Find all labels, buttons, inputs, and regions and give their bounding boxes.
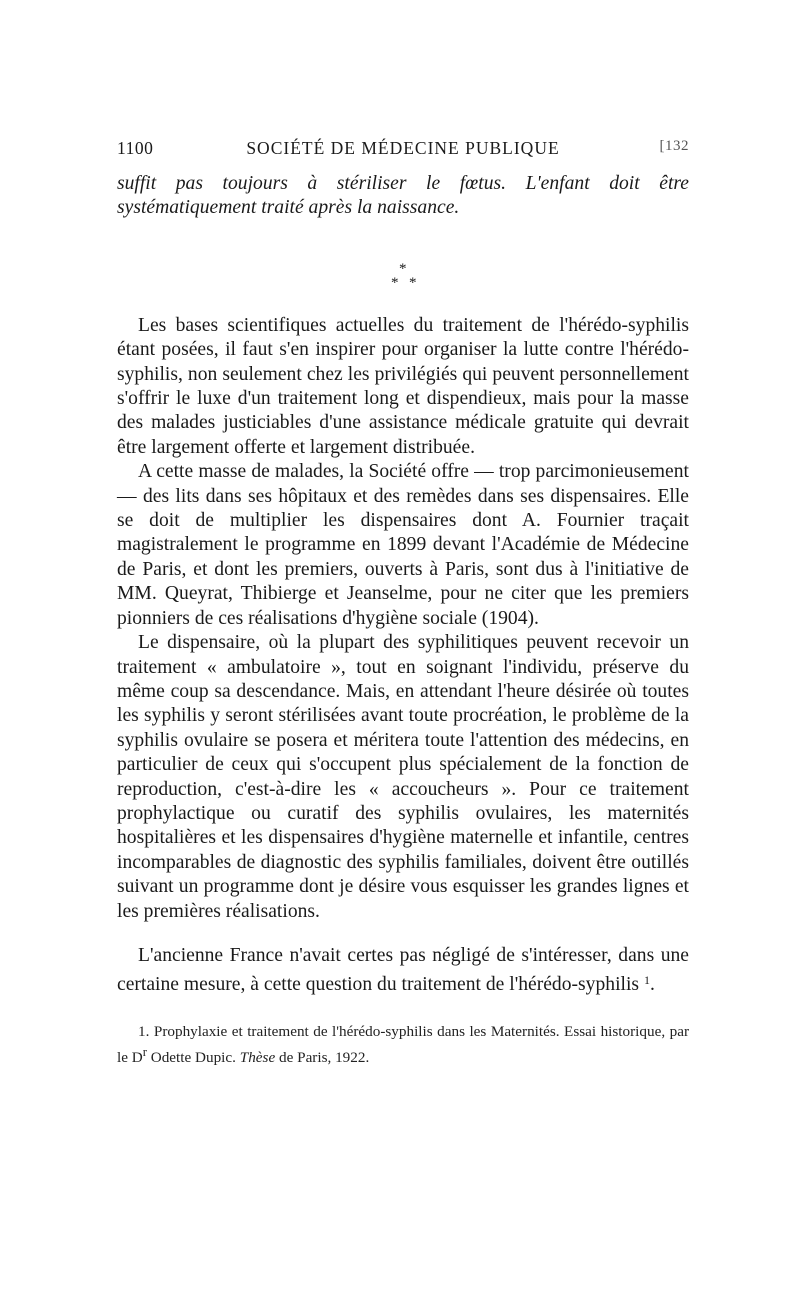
page-number: 1100 xyxy=(117,138,154,158)
footnote-text-2: Odette Dupic. xyxy=(146,1048,240,1066)
footnote-reference: 1 xyxy=(643,973,650,988)
asterism-star-left: * xyxy=(391,274,399,291)
running-title: SOCIÉTÉ DE MÉDECINE PUBLIQUE xyxy=(246,138,560,158)
footnote-thesis-italic: Thèse xyxy=(239,1048,276,1066)
paragraph-3: Le dispensaire, où la plupart des syphilitiques peuvent recevoir un traitement « ambulatoire », tout en soignant l'individu, préserve du même coup sa descendance. Mais, en attendant l'heure désirée où toutes les syphilis y seront stérilisées avant toute procréation, le problème de la syphilis ovulaire se posera et méritera toute l'attention des médecins, en particulier de ceux qui s'occupent plus spécialement de la fonction de reproduction, c'est-à-dire les « accoucheurs ». Pour ce traitement prophylactique ou curatif des syphilis ovulaires, les maternités hospitalières et les dispensaires d'hygiène maternelle et infantile, centres incomparables de diagnostic des syphilis familiales, doivent être outillés suivant un programme dont je désire vous esquisser les grandes lignes et les premières réalisations. xyxy=(117,632,689,922)
paragraph-4-text: L'ancienne France n'avait certes pas négligé de s'intéresser, dans une certaine mesure, à cette question du traitement de l'hérédo-syphilis xyxy=(117,944,689,996)
footnote-title-sup: r xyxy=(142,1044,147,1059)
asterism-star-top: * xyxy=(399,260,407,277)
paragraph-4-end: . xyxy=(649,974,655,996)
page-body xyxy=(117,172,689,1068)
asterism-star-right: * xyxy=(409,274,417,291)
asterism-divider xyxy=(117,242,689,290)
footnote xyxy=(117,1022,689,1068)
paragraph-4 xyxy=(117,944,689,998)
footnote-text-1: 1. Prophylaxie et traitement de l'hérédo-syphilis dans les Maternités. Essai historique, par le D xyxy=(117,1022,689,1066)
footnote-text-3: de Paris, 1922. xyxy=(275,1048,370,1066)
intro-italic-paragraph: suffit pas toujours à stériliser le fœtus. L'enfant doit être systématiquement traité après la naissance. xyxy=(117,173,689,219)
bracket-page-number: [132 xyxy=(659,138,689,154)
running-header xyxy=(117,138,689,164)
paragraph-2: A cette masse de malades, la Société offre — trop parcimonieusement — des lits dans ses hôpitaux et des remèdes dans ses dispensaires. Elle se doit de multiplier les dispensaires dont A. Fournier traçait magistralement le programme en 1899 devant l'Académie de Médecine de Paris, et dont les premiers, ouverts à Paris, sont dus à l'initiative de MM. Queyrat, Thibierge et Jeanselme, pour ne citer que les premiers pionniers de ces réalisations d'hygiène sociale (1904). xyxy=(117,461,689,629)
paragraph-1: Les bases scientifiques actuelles du traitement de l'hérédo-syphilis étant posées, il faut s'en inspirer pour organiser la lutte contre l'hérédo-syphilis, non seulement chez les privilégiés qui peuvent personnellement s'offrir le luxe d'un traitement long et dispendieux, mais pour la masse des malades justiciables d'une assistance médicale gratuite qui devrait être largement offerte et largement distribuée. xyxy=(117,314,689,458)
section-gap xyxy=(117,924,689,944)
